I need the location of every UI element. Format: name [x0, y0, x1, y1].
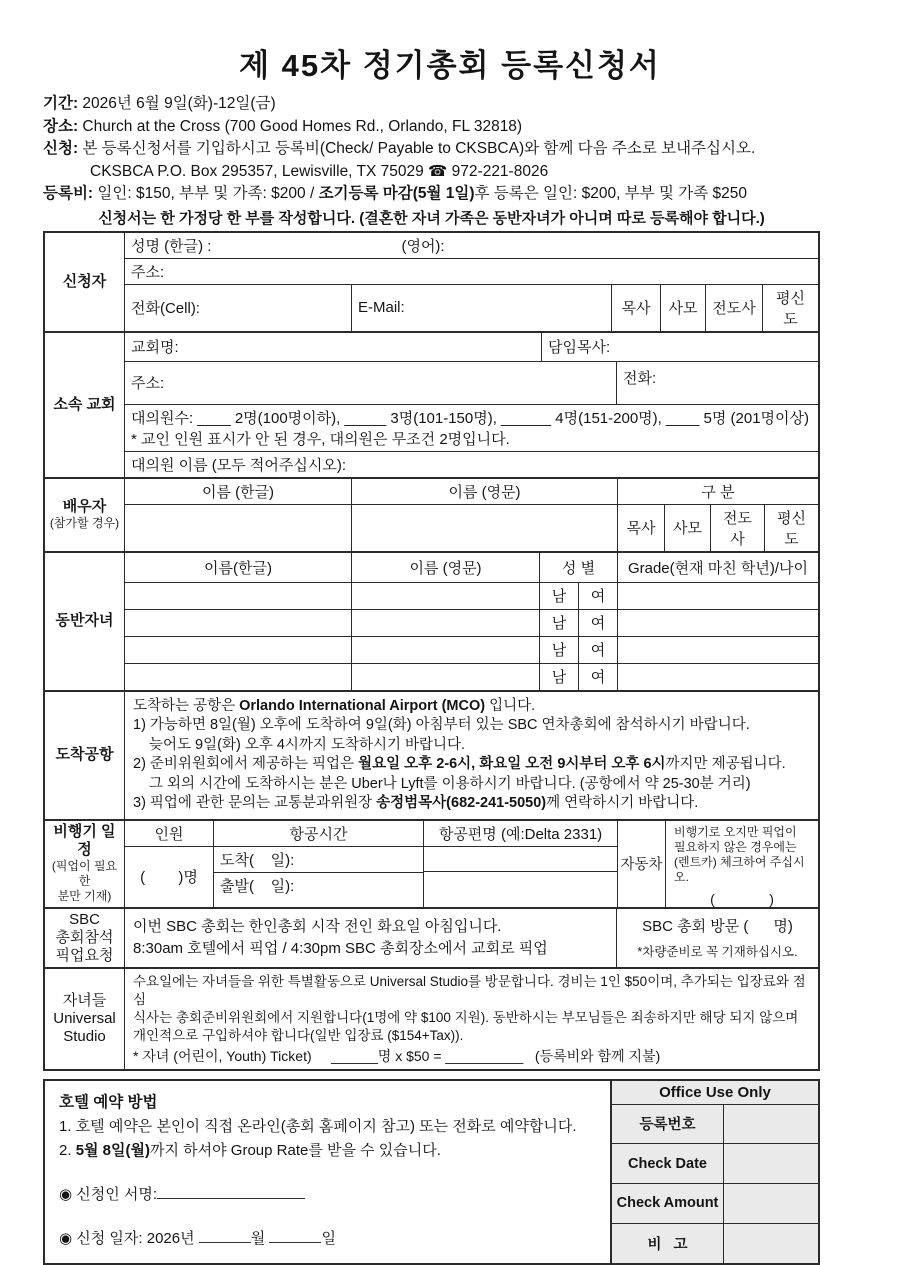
day-blank — [269, 1229, 321, 1243]
child-name-en-cell — [351, 664, 539, 690]
spouse-role-evangelist: 전도사 — [710, 505, 764, 551]
applicant-section — [45, 233, 818, 331]
flight-departure-number-cell — [424, 871, 617, 896]
spouse-header-name-en: 이름 (영문) — [351, 479, 617, 504]
mailing-address-line — [43, 161, 823, 184]
flight-label-sub1: (픽업이 필요한 — [51, 859, 118, 888]
children-section — [45, 551, 818, 690]
office-checkamount-value — [724, 1184, 818, 1223]
airport-item2b: 그 외의 시간에 도착하시는 분은 Uber나 Lyft를 이용하시기 바랍니다. (공항에서 약 25-30분 거리) — [149, 775, 751, 792]
period-value: 2026년 6월 9일(화)-12일(금) — [82, 95, 276, 112]
pickup-contact: 송정범목사(682-241-5050) — [376, 795, 547, 811]
children-section-label: 동반자녀 — [45, 553, 125, 690]
office-row-remarks: 비 고 — [612, 1223, 818, 1263]
apply-label: 신청: — [43, 140, 79, 157]
airport-item1b: 늦어도 9일(화) 오후 4시까지 도착하시기 바랍니다. — [149, 736, 466, 753]
car-label: 자동차 — [620, 857, 663, 873]
bullet-icon: ◉ — [59, 1229, 73, 1247]
spouse-role-layperson: 평신도 — [764, 505, 818, 551]
child-name-kr-cell — [125, 637, 351, 663]
flight-departure-cell: 출발( 일): — [214, 872, 423, 898]
child-grade-cell — [617, 664, 818, 690]
rentcar-note: 비행기로 오지만 픽업이 필요하지 않은 경우에는 (렌트카) 체크하여 주십시오. — [674, 824, 805, 884]
airport-name: Orlando International Airport (MCO) — [239, 697, 486, 714]
fee-post: 후 등록은 일인: $200, 부부 및 가족 $250 — [474, 185, 747, 202]
delegate-count-options: 대의원수: ____ 2명(100명이하), _____ 3명(101-150명), ______ 4명(151-200명), ____ 5명 (201명이상) — [131, 409, 810, 427]
children-header-name-kr: 이름(한글) — [204, 559, 272, 577]
registration-table — [43, 231, 820, 1071]
applicant-name-row — [125, 233, 818, 258]
flight-section-label — [45, 821, 125, 907]
hotel-line1: 1. 호텔 예약은 본인이 직접 온라인(총회 홈페이지 참고) 또는 전화로 예약합니다. — [59, 1117, 577, 1135]
spouse-name-kr-cell — [125, 505, 351, 551]
children-header-grade: Grade(현재 마친 학년)/나이 — [617, 553, 818, 582]
hotel-deadline: 5월 8일(월) — [75, 1141, 151, 1159]
office-regnum-value — [724, 1105, 818, 1144]
one-per-family-notice: 신청서는 한 가정당 한 부를 작성합니다. (결혼한 자녀 가족은 동반자녀가 아니며 따로 등록해야 합니다.) — [98, 209, 765, 227]
spouse-section — [45, 477, 818, 551]
hotel-reservation-box — [43, 1079, 610, 1265]
bullet-icon: ◉ — [59, 1185, 73, 1203]
child-name-kr-cell — [125, 664, 351, 690]
fee-label: 등록비: — [43, 185, 94, 202]
child-name-kr-cell — [125, 610, 351, 636]
airport-item2a: 2) 준비위원회에서 제공하는 픽업은 월요일 오후 2-6시, 화요일 오전 9시부터 오후 6시까지만 제공됩니다. — [133, 756, 786, 772]
office-phone: 972-221-8026 — [451, 162, 549, 180]
office-row-checkdate: Check Date — [612, 1143, 818, 1183]
child-gender-male: 남 — [539, 583, 578, 609]
church-delegate-count-row — [125, 405, 818, 451]
applicant-phone-field: 전화(Cell): — [131, 300, 200, 317]
fee-pre: 일인: $150, 부부 및 가족: $200 / — [97, 185, 319, 202]
flight-arrival-number-cell — [424, 846, 617, 871]
spouse-label: 배우자 — [62, 498, 107, 515]
child-name-kr-cell — [125, 583, 351, 609]
applicant-address-field: 주소: — [131, 263, 165, 281]
signature-label: 신청인 서명: — [76, 1185, 158, 1203]
child-gender-female: 여 — [578, 610, 617, 636]
child-gender-female: 여 — [578, 637, 617, 663]
child-gender-female: 여 — [578, 583, 617, 609]
church-senior-pastor-field: 담임목사: — [541, 333, 818, 361]
mailing-address: CKSBCA P.O. Box 295357, Lewisville, TX 75029 — [90, 162, 424, 180]
applicant-email-field: E-Mail: — [351, 285, 611, 331]
day-label: 일 — [321, 1229, 336, 1247]
office-checkdate-value — [724, 1144, 818, 1183]
fee-early-deadline: 조기등록 마감(5월 1일) — [318, 185, 475, 202]
spouse-section-label — [45, 479, 125, 551]
bottom-area — [43, 1079, 820, 1265]
sbc-section-label: SBC 총회참석 픽업요청 — [45, 909, 125, 967]
location-line — [43, 116, 823, 139]
universal-info-text: 수요일에는 자녀들을 위한 특별활동으로 Universal Studio를 방문합니다. 경비는 1인 $50이며, 추가되는 입장료와 점심 식사는 총회준비위원회에서 지원합니다(1명에 약 $100 지원). 동반하시는 부모님들은 죄송하지만 해당 되지 않으며 개인적으로 구입하셔야 합니다(일반 입장료 ($154+Tax)). * 자녀 (어린이, Youth) Ticket) ______명 x $50 = __________ (등록비와 함께 지불) — [125, 969, 818, 1069]
children-header-gender: 성 별 — [539, 553, 617, 582]
office-row-checkamount: Check Amount — [612, 1183, 818, 1223]
flight-section — [45, 819, 818, 907]
sbc-info-text: 이번 SBC 총회는 한인총회 시작 전인 화요일 아침입니다. 8:30am 호텔에서 픽업 / 4:30pm SBC 총회장소에서 교회로 픽업 — [133, 917, 548, 957]
child-name-en-cell — [351, 583, 539, 609]
universal-section — [45, 967, 818, 1069]
page-title: 제 45차 정기총회 등록신청서 — [239, 48, 661, 83]
date-line — [59, 1227, 596, 1251]
hotel-line2: 2. 5월 8일(월)까지 하셔야 Group Rate를 받을 수 있습니다. — [59, 1141, 441, 1159]
child-grade-cell — [617, 583, 818, 609]
spouse-role-pastor: 목사 — [617, 505, 664, 551]
sbc-visit-count: SBC 총회 방문 ( 명) — [642, 918, 793, 935]
sbc-section — [45, 907, 818, 967]
pickup-hours: 월요일 오후 2-6시, 화요일 오전 9시부터 오후 6시 — [358, 756, 666, 772]
spouse-sublabel: (참가할 경우) — [49, 516, 120, 530]
applicant-role-evangelist: 전도사 — [705, 285, 762, 331]
airport-info-text — [125, 692, 818, 819]
universal-ticket-line: * 자녀 (어린이, Youth) Ticket) ______명 x $50 = __________ (등록비와 함께 지불) — [133, 1047, 661, 1064]
applicant-role-layperson: 평신도 — [762, 285, 818, 331]
airport-section-label: 도착공항 — [45, 692, 125, 819]
signature-blank — [157, 1185, 305, 1199]
child-name-en-cell — [351, 610, 539, 636]
flight-arrival-cell: 도착( 일): — [214, 846, 423, 872]
child-grade-cell — [617, 610, 818, 636]
period-line — [43, 93, 823, 116]
child-gender-male: 남 — [539, 610, 578, 636]
church-phone-field: 전화: — [616, 362, 818, 404]
location-value: Church at the Cross (700 Good Homes Rd., Orlando, FL 32818) — [82, 117, 523, 135]
flight-count-cell: ( )명 — [125, 846, 213, 907]
date-label: 신청 일자: 2026년 — [76, 1229, 195, 1247]
month-blank — [199, 1229, 251, 1243]
church-name-field: 교회명: — [131, 339, 179, 356]
phone-icon: ☎ — [428, 162, 448, 180]
hotel-title: 호텔 예약 방법 — [59, 1093, 158, 1111]
flight-header-count: 인원 — [154, 825, 184, 843]
airport-item1a: 1) 가능하면 8일(월) 오후에 도착하여 9일(화) 아침부터 있는 SBC 연차총회에 참석하시기 바랍니다. — [133, 717, 750, 733]
flight-header-number: 항공편명 (예:Delta 2331) — [438, 825, 603, 843]
child-grade-cell — [617, 637, 818, 663]
office-remarks-value — [724, 1224, 818, 1263]
universal-section-label: 자녀들 Universal Studio — [45, 969, 125, 1069]
delegate-count-note: * 교인 인원 표시가 안 된 경우, 대의원은 무조건 2명입니다. — [131, 430, 510, 448]
child-row — [125, 582, 818, 609]
child-row — [125, 609, 818, 636]
sbc-visit-note: *차량준비로 꼭 기재하십시오. — [637, 945, 798, 959]
flight-label-main: 비행기 일정 — [53, 823, 116, 858]
applicant-name-en-label: (영어): — [401, 237, 445, 255]
rentcar-check-cell: ( ) — [710, 890, 774, 907]
applicant-name-kr-label: 성명 (한글) : — [131, 237, 212, 255]
child-name-en-cell — [351, 637, 539, 663]
children-header-name-en: 이름 (영문) — [351, 553, 539, 582]
spouse-name-en-cell — [351, 505, 617, 551]
applicant-role-samo: 사모 — [660, 285, 705, 331]
child-row — [125, 663, 818, 690]
location-label: 장소: — [43, 117, 79, 135]
child-row — [125, 636, 818, 663]
office-row-regnum: 등록번호 — [612, 1105, 818, 1144]
spouse-role-samo: 사모 — [664, 505, 710, 551]
flight-header-time: 항공시간 — [289, 825, 348, 843]
child-gender-female: 여 — [578, 664, 617, 690]
church-address-field: 주소: — [131, 375, 165, 392]
airport-item3: 3) 픽업에 관한 문의는 교통분과위원장 송정범목사(682-241-5050)께 연락하시기 바랍니다. — [133, 795, 699, 811]
child-gender-male: 남 — [539, 664, 578, 690]
airport-intro: 도착하는 공항은 Orlando International Airport (MCO) 입니다. — [133, 697, 536, 714]
apply-line — [43, 138, 823, 161]
form-header-info — [43, 93, 823, 206]
sbc-visit-cell — [616, 909, 818, 967]
flight-label-sub2: 분만 기재) — [57, 889, 112, 903]
spouse-header-category: 구 분 — [617, 479, 818, 504]
fee-line — [43, 183, 823, 206]
period-label: 기간: — [43, 95, 79, 112]
office-use-only-table — [610, 1079, 820, 1265]
child-gender-male: 남 — [539, 637, 578, 663]
apply-value: 본 등록신청서를 기입하시고 등록비(Check/ Payable to CKSBCA)와 함께 다음 주소로 보내주십시오. — [82, 140, 756, 157]
delegate-names-field: 대의원 이름 (모두 적어주십시오): — [131, 456, 347, 474]
church-section-label: 소속 교회 — [45, 333, 125, 477]
applicant-section-label: 신청자 — [45, 233, 125, 331]
office-use-only-title: Office Use Only — [612, 1081, 818, 1105]
month-label: 월 — [250, 1229, 266, 1247]
spouse-header-name-kr: 이름 (한글) — [201, 483, 275, 501]
applicant-role-pastor: 목사 — [611, 285, 660, 331]
airport-section — [45, 690, 818, 819]
signature-line — [59, 1183, 596, 1207]
church-section — [45, 331, 818, 477]
